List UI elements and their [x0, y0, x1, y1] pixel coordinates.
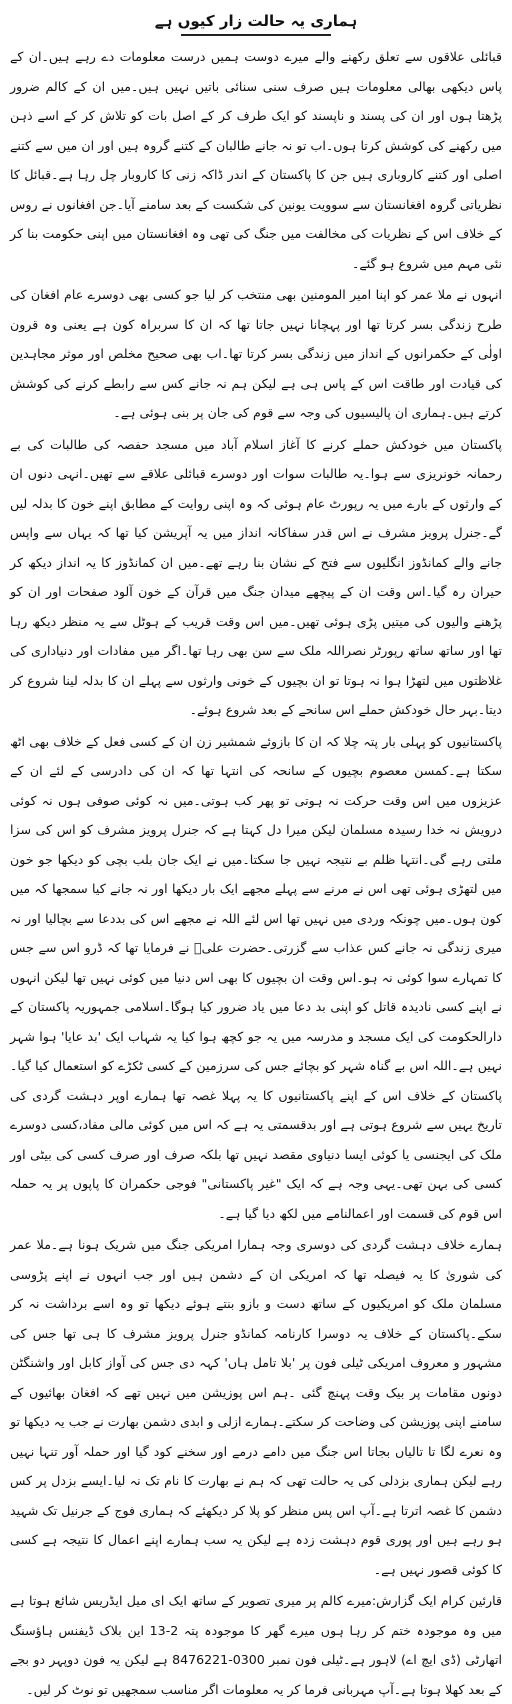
paragraph: پاکستان میں خودکش حملے کرنے کا آغاز اسلام آباد میں مسجد حفصہ کی طالبات کی بے رحمانہ خونریزی سے ہوا۔یہ طالبات سوات اور دوسرے قبائلی علاقے سے تھیں۔انہی دنوں ان کے وارثوں کے بارے میں یہ رپورٹ عام ہوئی کہ وہ اپنی روایت کے مطابق اپنے خون کا بدلہ لیں گے۔جنرل پرویز مشرف نے اس قدر سفاکانہ انداز میں یہ آپریشن کیا تھا کہ یہاں سے واپس جانے والے کمانڈوز انگلیوں سے فتح کے نشان بنا رہے تھے۔میں ان کمانڈوز کا یہ انداز دیکھ کر حیران رہ گیا۔اس وقت ان کے پیچھے میدان جنگ میں قرآن کے خون آلود صفحات اور ان کو پڑھنے والیوں کی میتیں پڑی ہوئی تھیں۔میں اس وقت قریب کے ہوٹل سے یہ منظر دیکھ رہا تھا اور ساتھ ساتھ رپورٹر نصراللہ ملک سے سن بھی رہا تھا۔اگر میں مفادات اور دنیاداری کی غلاظتوں میں لتھڑا ہوا نہ ہوتا تو ان بچیوں کے خونی وارثوں سے پہلے ان کا بدلہ لینا شروع کر دیتا۔بہر حال خودکش حملے اس سانحے کے بعد شروع ہوئے۔	[10, 436, 502, 717]
paragraph: قبائلی علاقوں سے تعلق رکھنے والے میرے دوست ہمیں درست معلومات دے رہے ہیں۔ان کے پاس دیکھی بھالی معلومات ہیں صرف سنی سنائی باتیں نہیں ہیں۔میں ان کے کالم ضرور پڑھتا ہوں اور ان کی پسند و ناپسند کو ایک طرف کر کے اصل بات کو تلاش کر کے اسے ذہن میں رکھنے کی کوشش کرتا ہوں۔اب تو نہ جانے طالبان کے کتنے گروہ ہیں اور ان میں سے کتنے اصلی اور کتنے کاروباری ہیں جن کا پاکستان کے اندر ڈاکہ زنی کا کاروبار چل رہا ہے۔قبائل کا نظریاتی گروہ افغانستان سے سوویت یونین کی شکست کے بعد سامنے آیا۔جن افغانوں نے روس کے خلاف اس کے نظریات کی مخالفت میں جنگ کی تھی وہ افغانستان میں اپنی حکومت بنا کر نئی مہم میں شروع ہو گئے۔	[10, 49, 502, 271]
article-title: ہماری یہ حالت زار کیوں ہے	[154, 12, 358, 30]
article-body	[10, 42, 502, 1697]
paragraph: پاکستانیوں کو پہلی بار پتہ چلا کہ ان کا بازوئے شمشیر زن ان کے کسی فعل کے خلاف بھی اٹھ سکتا ہے۔کمسن معصوم بچیوں کے سانحہ کی انتہا تھا کہ ان کی دادرسی کے لئے ان کے عزیزوں میں اس وقت حرکت نہ ہوتی تو پھر کب ہوتی۔میں نہ کوئی صوفی ہوں نہ کوئی درویش نہ خدا رسیدہ مسلمان لیکن میرا دل کہتا ہے کہ جنرل پرویز مشرف کو اس کی سزا ملتی رہے گی۔انتہا ظلم بے نتیجہ نہیں جا سکتا۔میں نے ایک جان بلب بچی کو دیکھا جو خون میں لتھڑی ہوئی تھی اس نے مرنے سے پہلے مجھے ایک بار دیکھا اور نہ جانے کیا سمجھا کہ میں کون ہوں۔میں چونکہ وردی میں نہیں تھا اس لئے اللہ نے مجھے اس کی بددعا سے بچالیا اور نہ میری زندگی نہ جانے کس عذاب سے گزرتی۔حضرت علیؓ نے فرمایا تھا کہ ڈرو اس سے جس کا تمہارے سوا کوئی نہ ہو۔اس وقت ان بچیوں کا بھی اس دنیا میں کوئی نہیں تھا لیکن انہوں نے اپنے کسی نادیدہ قاتل کو اپنی بد دعا میں یاد ضرور کیا ہوگا۔اسلامی جمہوریہ پاکستان کے دارالحکومت کی ایک مسجد و مدرسہ میں یہ جو کچھ ہوا کیا یہ شہاب ایک 'بد عایا' ہوا شہر نہیں ہے۔اللہ اس بے گناہ شہر کو بچائے جس کی سرزمین کے کسی ٹکڑے کو استعمال کیا گیا۔پاکستان کے خلاف اس کے اپنے پاکستانیوں کا یہ پہلا غصہ تھا ہمارے اوپر دہشت گردی کی تاریخ یہیں سے شروع ہوتی ہے اور بدقسمتی یہ ہے کہ اس میں کوئی مالی مفاد،کسی دوسرے ملک کی ایجنسی یا کوئی ایسا دنیاوی مقصد نہیں تھا بلکہ صرف اور صرف کسی کی بیٹی اور کسی کی بہن تھی۔یہی وجہ ہے کہ ایک "غیر پاکستانی" فوجی حکمران کا پاپوں پر یہ حملہ اس قوم کی قسمت اور اعمالنامے میں لکھ دیا گیا ہے۔	[10, 733, 502, 1221]
paragraph: انہوں نے ملا عمر کو اپنا امیر المومنین بھی منتخب کر لیا جو کسی بھی دوسرے عام افغان کی طرح زندگی بسر کرتا تھا اور پہچانا نہیں جاتا تھا کہ ان کا سربراہ کون ہے یعنی وہ قرون اولٰی کے حکمرانوں کے انداز میں زندگی بسر کرتا تھا۔اب بھی صحیح مخلص اور موثر مجاہدین کی قیادت اور طاقت اس کے پاس ہی ہے لیکن ہم نہ جانے کس سے رابطے کرنے کی کوشش کرتے ہیں۔ہماری ان پالیسیوں کی وجہ سے قوم کی جان پر بنی ہوئی ہے۔	[10, 287, 502, 420]
paragraph: ہمارے خلاف دہشت گردی کی دوسری وجہ ہمارا امریکی جنگ میں شریک ہونا ہے۔ملا عمر کی شوریٰ کا یہ فیصلہ تھا کہ امریکی ان کے دشمن ہیں اور جب انہوں نے اپنے پڑوسی مسلمان ملک کو امریکیوں کے ساتھ دست و بازو بنتے ہوئے دیکھا تو وہ اسے برداشت نہ کر سکے۔پاکستان کے خلاف یہ دوسرا کارنامہ کمانڈو جنرل پرویز مشرف کا ہی تھا جس کی مشہور و معروف امریکی ٹیلی فون پر 'بلا تامل ہاں' کہہ دی جس کی آواز کابل اور واشنگٹن دونوں مقامات پر بیک وقت پہنچ گئی ۔ہم اس پوزیشن میں نہیں تھے کہ افغان بھائیوں کے سامنے اپنی پوزیشن کی وضاحت کر سکتے۔ہمارے ازلی و ابدی دشمن بھارت نے جب یہ دیکھا تو وہ نعرے لگا تا تالیاں بجاتا اس جنگ میں دامے درمے اور سخنے کود گیا اور حملہ آور تنہا نہیں رہے لیکن ہماری بزدلی کی یہ حالت تھی کہ ہم نے بھارت کا نام تک نہ لیا۔ایسے بزدل پر کس دشمن کا غصہ اترتا ہے۔آپ اس پس منظر کو پلا کر دیکھئے کہ ہماری فوج کے جرنیل تک شہید ہو رہے ہیں اور پوری قوم دہشت زدہ ہے لیکن یہ سب ہمارے اپنے اعمال کا نتیجہ ہے کسی کا کوئی قصور نہیں ہے۔	[10, 1237, 502, 1577]
title-underline	[181, 34, 331, 36]
footer-note: قارئین کرام ایک گزارش:میرے کالم پر میری تصویر کے ساتھ ایک ای میل ایڈریس شائع ہوتا ہے میں وہ موجودہ ختم کر رہا ہوں میرے گھر کا موجودہ پتہ 2-13 این بلاک ڈیفنس ہاؤسنگ اتھارٹی (ڈی ایچ اے) لاہور ہے۔ٹیلی فون نمبر 0300-8476221 ہے لیکن یہ فون دوپہر دو بجے کے بعد کھلا ہوتا ہے۔آپ مہربانی فرما کر یہ معلومات اگر مناسب سمجھیں تو نوٹ کر لیں۔	[10, 1593, 502, 1697]
